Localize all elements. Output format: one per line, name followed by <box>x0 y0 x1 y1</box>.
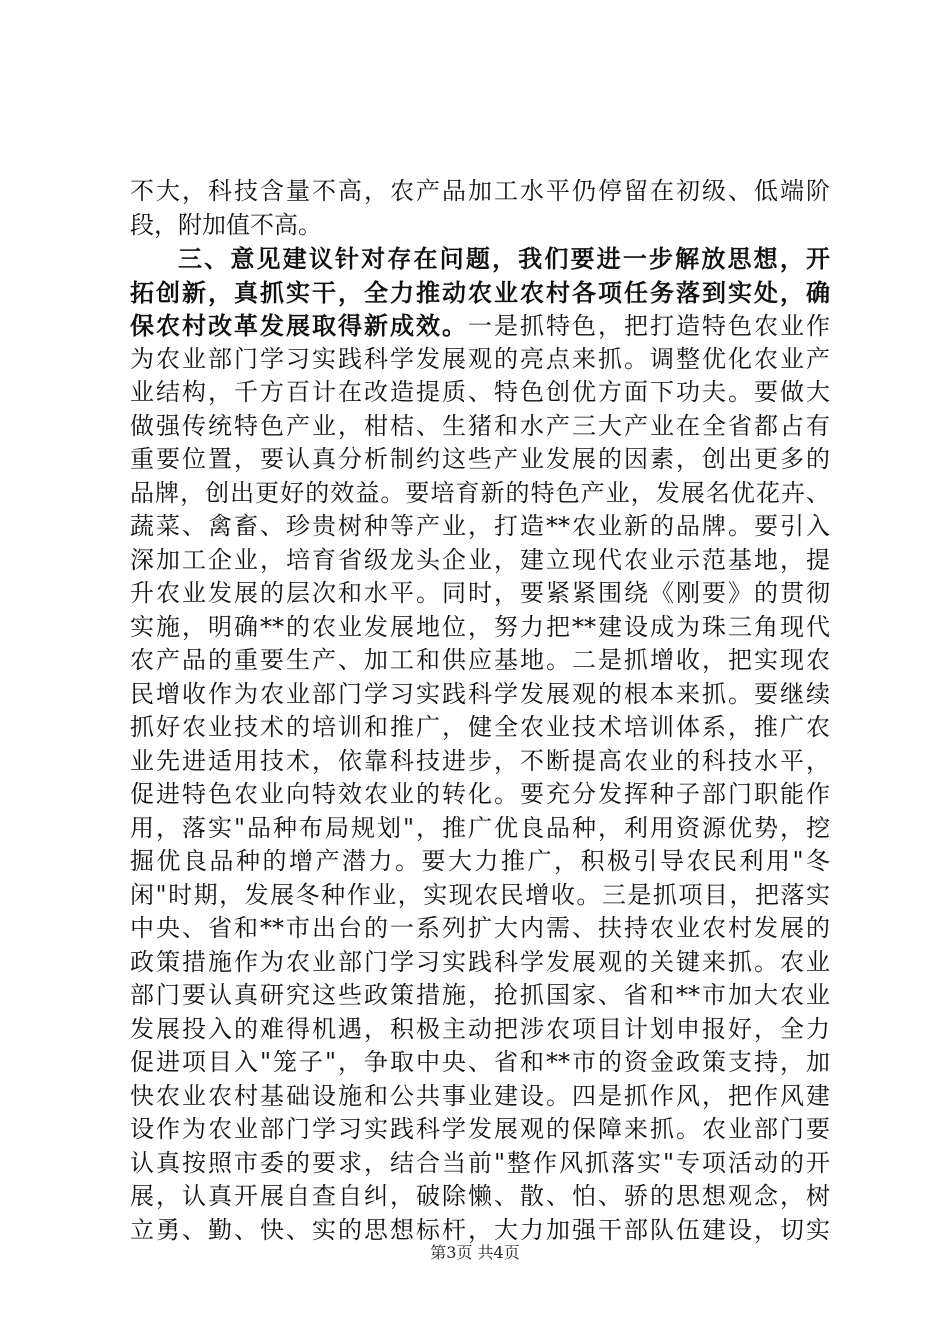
text-segment: 快农业农村基础设施和公共事业建设。四是抓作风，把作风建 <box>130 1081 830 1110</box>
text-segment: 展，认真开展自查自纠，破除懒、散、怕、骄的思想观念，树 <box>130 1182 830 1210</box>
text-segment: 部门要认真研究这些政策措施，抢抓国家、省和**市加大农业 <box>130 981 830 1009</box>
text-segment: 品牌，创出更好的效益。要培育新的特色产业，发展名优花卉、 <box>130 478 830 507</box>
text-line <box>130 1113 830 1147</box>
text-line <box>130 343 830 377</box>
text-segment: 中央、省和**市出台的一系列扩大内需、扶持农业农村发展的 <box>130 914 830 942</box>
text-line <box>130 309 830 343</box>
text-segment: 政策措施作为农业部门学习实践科学发展观的关键来抓。农业 <box>130 947 830 976</box>
text-line <box>130 1013 830 1047</box>
text-segment: 段，附加值不高。 <box>130 210 322 239</box>
text-segment: 立勇、勤、快、实的思想标杆，大力加强干部队伍建设，切实 <box>130 1215 830 1244</box>
text-segment: 民增收作为农业部门学习实践科学发展观的根本来抓。要继续 <box>130 679 830 708</box>
text-line <box>130 611 830 645</box>
text-segment: 业结构，千方百计在改造提质、特色创优方面下功夫。要做大 <box>130 378 830 406</box>
text-segment: 做强传统特色产业，柑桔、生猪和水产三大产业在全省都占有 <box>130 411 830 440</box>
text-line <box>130 1180 830 1214</box>
text-line <box>130 1046 830 1080</box>
text-segment: 蔬菜、禽畜、珍贵树种等产业，打造**农业新的品牌。要引入 <box>130 512 830 540</box>
text-line <box>130 376 830 410</box>
document-body <box>130 175 830 1247</box>
text-line <box>130 1147 830 1181</box>
text-line <box>130 510 830 544</box>
bold-text-segment: 保农村改革发展取得新成效。 <box>130 311 468 340</box>
text-line <box>130 577 830 611</box>
text-segment: 一是抓特色，把打造特色农业作 <box>468 312 830 340</box>
bold-text-segment: 拓创新，真抓实干，全力推动农业农村各项任务落到实处，确 <box>130 277 830 307</box>
text-segment: 深加工企业，培育省级龙头企业，建立现代农业示范基地，提 <box>130 545 830 574</box>
text-line <box>130 979 830 1013</box>
text-segment: 重要位置，要认真分析制约这些产业发展的因素，创出更多的 <box>130 445 830 473</box>
text-segment: 用，落实"品种布局规划"，推广优良品种，利用资源优势，挖 <box>130 813 830 842</box>
page-footer: 第3页 共4页 <box>430 1243 520 1262</box>
text-segment: 不大，科技含量不高，农产品加工水平仍停留在初级、低端阶 <box>130 177 830 205</box>
text-segment: 促进特色农业向特效农业的转化。要充分发挥种子部门职能作 <box>130 780 830 808</box>
text-segment: 闲"时期，发展冬种作业，实现农民增收。三是抓项目，把落实 <box>130 880 830 909</box>
text-line <box>130 1214 830 1248</box>
text-line <box>130 443 830 477</box>
text-line <box>130 644 830 678</box>
text-segment: 业先进适用技术，依靠科技进步，不断提高农业的科技水平， <box>130 746 830 775</box>
text-line <box>130 812 830 846</box>
text-line <box>130 879 830 913</box>
text-segment: 实施，明确**的农业发展地位，努力把**建设成为珠三角现代 <box>130 612 830 641</box>
text-line <box>130 745 830 779</box>
text-segment: 发展投入的难得机遇，积极主动把涉农项目计划申报好，全力 <box>130 1014 830 1043</box>
text-line <box>130 912 830 946</box>
text-line <box>130 678 830 712</box>
text-segment: 升农业发展的层次和水平。同时，要紧紧围绕《刚要》的贯彻 <box>130 579 830 607</box>
text-line <box>130 778 830 812</box>
text-line <box>130 242 830 276</box>
text-line <box>130 711 830 745</box>
text-line <box>130 209 830 243</box>
text-segment: 抓好农业技术的培训和推广，健全农业技术培训体系，推广农 <box>130 713 830 741</box>
text-line <box>130 175 830 209</box>
text-segment: 设作为农业部门学习实践科学发展观的保障来抓。农业部门要 <box>130 1115 830 1143</box>
text-line <box>130 477 830 511</box>
text-segment: 为农业部门学习实践科学发展观的亮点来抓。调整优化农业产 <box>130 344 830 373</box>
text-line <box>130 845 830 879</box>
text-line <box>130 1080 830 1114</box>
text-segment: 农产品的重要生产、加工和供应基地。二是抓增收，把实现农 <box>130 646 830 674</box>
text-segment: 掘优良品种的增产潜力。要大力推广，积极引导农民利用"冬 <box>130 847 830 875</box>
text-line <box>130 276 830 310</box>
text-segment: 认真按照市委的要求，结合当前"整作风抓落实"专项活动的开 <box>130 1148 830 1177</box>
bold-text-segment: 三、意见建议针对存在问题，我们要进一步解放思想，开 <box>178 244 830 273</box>
text-segment: 促进项目入"笼子"，争取中央、省和**市的资金政策支持，加 <box>130 1048 830 1076</box>
text-line <box>130 946 830 980</box>
text-line <box>130 544 830 578</box>
text-line <box>130 410 830 444</box>
